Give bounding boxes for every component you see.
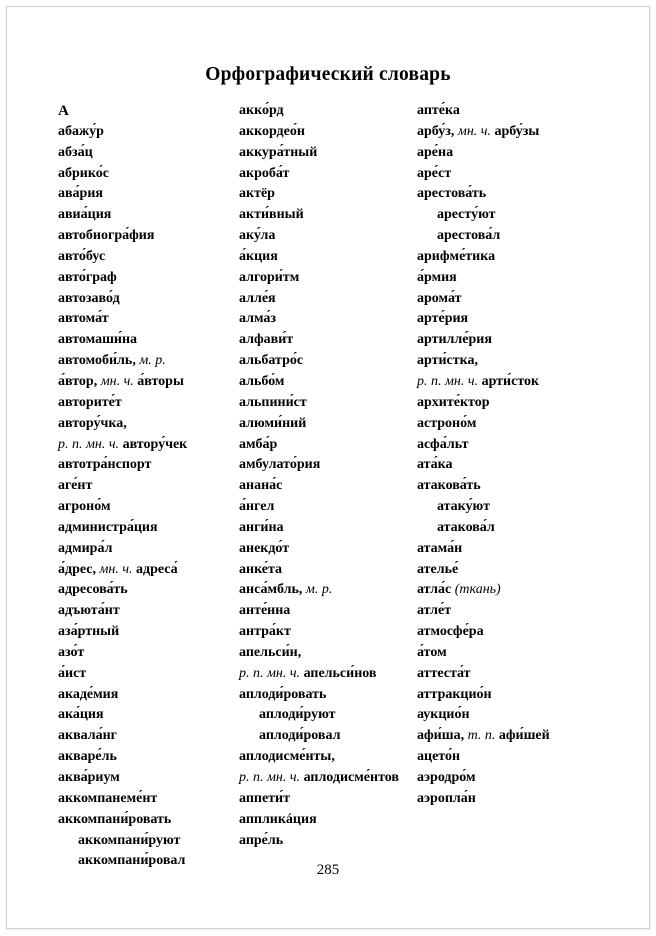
entry-word: арбу́з,: [417, 123, 455, 139]
dictionary-entry: [239, 789, 399, 810]
entry-word: автозаво́д: [58, 290, 120, 306]
dictionary-entry: [417, 705, 550, 726]
entry-word: абза́ц: [58, 144, 93, 160]
dictionary-entry: [239, 643, 399, 664]
dictionary-entry: [58, 205, 187, 226]
entry-word: ацето́н: [417, 749, 461, 765]
entry-word: анке́та: [239, 561, 283, 577]
entry-word: аккура́тный: [239, 144, 318, 160]
entry-word: аккомпани́ровал: [78, 853, 186, 869]
entry-word: аттеста́т: [417, 665, 471, 681]
entry-word: арестова́ть: [417, 186, 487, 202]
dictionary-entry: [239, 685, 399, 706]
dictionary-entry: [417, 205, 550, 226]
entry-word: а́дрес,: [58, 561, 96, 577]
entry-word: ателье́: [417, 561, 459, 577]
dictionary-entry: [239, 601, 399, 622]
entry-word: арте́рия: [417, 311, 469, 327]
entry-grammar-note: р. п. мн. ч.: [239, 770, 301, 785]
entry-word: ава́рия: [58, 186, 103, 202]
dictionary-entry: [58, 622, 187, 643]
dictionary-entry: [417, 372, 550, 393]
dictionary-entry: [239, 518, 399, 539]
dictionary-entry: [417, 435, 550, 456]
dictionary-entry: [239, 205, 399, 226]
entry-word: а́ист: [58, 665, 87, 681]
dictionary-entry: [417, 268, 550, 289]
entry-word: альпини́ст: [239, 394, 307, 410]
entry-word: анте́нна: [239, 603, 291, 619]
entry-word: альбо́м: [239, 373, 285, 389]
entry-word: аку́ла: [239, 228, 276, 244]
dictionary-entry: [417, 539, 550, 560]
entry-word-form: апельси́нов: [300, 665, 377, 681]
dictionary-entry: [417, 247, 550, 268]
entry-word: акко́рд: [239, 103, 284, 118]
dictionary-entry: [417, 101, 550, 122]
dictionary-entry: [239, 476, 399, 497]
entry-word: аэродро́м: [417, 770, 476, 785]
entry-word: адресова́ть: [58, 582, 128, 598]
dictionary-entry: [417, 164, 550, 185]
dictionary-entry: [239, 539, 399, 560]
dictionary-entry: [417, 789, 550, 810]
entry-word: азо́т: [58, 644, 85, 660]
dictionary-entry: [58, 309, 187, 330]
dictionary-entry: [239, 122, 399, 143]
entry-word: анги́на: [239, 519, 284, 535]
dictionary-entry: [58, 747, 187, 768]
dictionary-entry: [58, 768, 187, 789]
dictionary-entry: [417, 518, 550, 539]
dictionary-entry: [58, 330, 187, 351]
dictionary-entry: [239, 143, 399, 164]
dictionary-entry: [58, 705, 187, 726]
entry-word: атама́н: [417, 540, 463, 556]
entry-word: астроно́м: [417, 415, 477, 431]
entry-word-form: автору́чек: [119, 436, 188, 452]
entry-word: аре́ст: [417, 165, 452, 181]
entry-word: асфа́льт: [417, 436, 469, 452]
dictionary-entry: [239, 372, 399, 393]
entry-word: атаку́ют: [437, 499, 490, 515]
entry-word: апте́ка: [417, 103, 460, 118]
entry-word: апре́ль: [239, 832, 284, 848]
entry-word: аппети́т: [239, 790, 290, 806]
dictionary-entry: [417, 476, 550, 497]
entry-word: акаде́мия: [58, 686, 119, 702]
entry-word: алма́з: [239, 311, 277, 327]
dictionary-entry: [58, 476, 187, 497]
entry-word: а́том: [417, 644, 447, 660]
dictionary-entry: [58, 580, 187, 601]
entry-word: аккомпанеме́нт: [58, 790, 158, 806]
dictionary-entry: [417, 560, 550, 581]
dictionary-entry: [417, 184, 550, 205]
entry-word: автору́чка,: [58, 415, 127, 431]
dictionary-entry: [417, 226, 550, 247]
entry-word: алюми́ний: [239, 415, 307, 431]
dictionary-entry: [58, 351, 187, 372]
dictionary-entry: [417, 455, 550, 476]
entry-word: атмосфе́ра: [417, 624, 484, 640]
entry-word: аукцио́н: [417, 707, 470, 723]
dictionary-entry: [417, 351, 550, 372]
dictionary-entry: [239, 268, 399, 289]
dictionary-entry: [58, 497, 187, 518]
entry-word: аплоди́руют: [259, 707, 336, 723]
entry-word: А: [58, 103, 69, 119]
dictionary-entry: [239, 330, 399, 351]
page-number: 285: [316, 862, 340, 878]
dictionary-entry: [58, 289, 187, 310]
entry-word: автома́т: [58, 311, 109, 327]
dictionary-entry: [58, 164, 187, 185]
dictionary-entry: [417, 497, 550, 518]
entry-grammar-note: мн. ч.: [95, 561, 133, 577]
entry-word: арестова́л: [437, 228, 501, 244]
entry-grammar-note: (ткань): [451, 582, 501, 598]
dictionary-column-3: [417, 101, 550, 810]
dictionary-entry: [239, 664, 399, 685]
dictionary-entry: [58, 726, 187, 747]
dictionary-entry: [239, 747, 399, 768]
entry-word: аге́нт: [58, 478, 93, 494]
dictionary-entry: [58, 455, 187, 476]
dictionary-entry: [239, 351, 399, 372]
dictionary-entry: [58, 372, 187, 393]
dictionary-entry: [417, 643, 550, 664]
entry-word: а́втор,: [58, 373, 98, 389]
dictionary-entry: [58, 810, 187, 831]
entry-word: алфави́т: [239, 332, 294, 348]
dictionary-entry: [58, 518, 187, 539]
entry-word: аппликáция: [239, 811, 317, 827]
entry-word: ата́ка: [417, 457, 453, 473]
entry-word: абажу́р: [58, 123, 104, 139]
dictionary-entry: [58, 789, 187, 810]
entry-word-form: адреса́: [132, 561, 178, 577]
dictionary-entry: [239, 435, 399, 456]
entry-word: а́нгел: [239, 499, 275, 515]
dictionary-entry: [58, 268, 187, 289]
dictionary-entry: [58, 539, 187, 560]
dictionary-entry: [239, 226, 399, 247]
entry-word: анекдо́т: [239, 540, 290, 556]
entry-word: авторите́т: [58, 394, 122, 410]
dictionary-entry: [58, 393, 187, 414]
entry-grammar-note: т. п.: [464, 728, 496, 744]
entry-word: архите́ктор: [417, 394, 490, 410]
dictionary-entry: [239, 289, 399, 310]
entry-word: артилле́рия: [417, 332, 492, 348]
dictionary-entry: [417, 330, 550, 351]
entry-word-form: афи́шей: [495, 728, 550, 744]
dictionary-entry: [239, 622, 399, 643]
entry-word: администра́ция: [58, 519, 158, 535]
entry-word: адмира́л: [58, 540, 113, 556]
entry-grammar-note: м. р.: [302, 582, 333, 598]
entry-word: аккомпани́руют: [78, 832, 181, 848]
dictionary-column-2: [239, 101, 399, 851]
dictionary-entry: [239, 455, 399, 476]
dictionary-entry: [58, 664, 187, 685]
entry-word: аккордео́н: [239, 123, 305, 139]
entry-word: акроба́т: [239, 165, 290, 181]
entry-word: аплоди́ровал: [259, 728, 341, 744]
dictionary-entry: [417, 685, 550, 706]
dictionary-entry: [58, 685, 187, 706]
entry-word: алле́я: [239, 290, 276, 306]
dictionary-entry: [239, 831, 399, 852]
dictionary-entry: [417, 122, 550, 143]
entry-word: аквала́нг: [58, 728, 118, 744]
entry-word: аттракцио́н: [417, 686, 492, 702]
dictionary-entry: [239, 726, 399, 747]
dictionary-entry: [417, 414, 550, 435]
dictionary-entry: [417, 747, 550, 768]
entry-word: атакова́л: [437, 519, 495, 535]
dictionary-entry: [239, 101, 399, 122]
entry-word: автомоби́ль,: [58, 353, 136, 369]
entry-grammar-note: м. р.: [135, 353, 166, 369]
dictionary-entry: [58, 560, 187, 581]
entry-word: альбатро́с: [239, 353, 304, 369]
dictionary-entry: [58, 247, 187, 268]
entry-word: анана́с: [239, 478, 283, 494]
entry-word: аэропла́н: [417, 790, 476, 806]
entry-word-form: аплодисме́нтов: [300, 770, 399, 785]
entry-word: атакова́ть: [417, 478, 481, 494]
page-title: Орфографический словарь: [205, 64, 451, 85]
entry-word: амбулато́рия: [239, 457, 321, 473]
entry-word: аплодисме́нты,: [239, 749, 335, 765]
entry-word: атла́с: [417, 582, 452, 598]
dictionary-entry: [417, 622, 550, 643]
entry-word: аре́на: [417, 144, 454, 160]
dictionary-entry: [417, 768, 550, 789]
entry-word: апельси́н,: [239, 644, 302, 660]
dictionary-entry: [58, 831, 187, 852]
dictionary-entry: [239, 768, 399, 789]
dictionary-entry: [239, 393, 399, 414]
entry-word: акти́вный: [239, 207, 304, 223]
dictionary-entry: [417, 393, 550, 414]
dictionary-column-1: [58, 101, 187, 872]
entry-word: абрико́с: [58, 165, 109, 181]
entry-word: аплоди́ровать: [239, 686, 327, 702]
dictionary-entry: [417, 143, 550, 164]
entry-word: автобиогра́фия: [58, 228, 155, 244]
dictionary-entry: [417, 664, 550, 685]
dictionary-entry: [58, 601, 187, 622]
entry-grammar-note: мн. ч.: [97, 373, 134, 389]
entry-word-form: арти́сток: [478, 373, 540, 389]
entry-grammar-note: р. п. мн. ч.: [58, 436, 120, 452]
dictionary-entry: [239, 309, 399, 330]
dictionary-entry: [239, 705, 399, 726]
entry-grammar-note: мн. ч.: [454, 123, 491, 139]
dictionary-entry: [417, 289, 550, 310]
dictionary-entry: [58, 184, 187, 205]
entry-grammar-note: р. п. мн. ч.: [417, 373, 479, 389]
entry-word: арти́стка,: [417, 353, 478, 369]
dictionary-entry: [239, 497, 399, 518]
dictionary-entry: [239, 810, 399, 831]
entry-grammar-note: р. п. мн. ч.: [239, 665, 301, 681]
entry-word: адъюта́нт: [58, 603, 120, 619]
dictionary-entry: [417, 580, 550, 601]
entry-word: автомаши́на: [58, 332, 138, 348]
entry-word: авто́бус: [58, 248, 106, 264]
dictionary-entry: [239, 247, 399, 268]
entry-word: агроно́м: [58, 499, 111, 515]
entry-word: алгори́тм: [239, 269, 300, 285]
dictionary-entry: [239, 560, 399, 581]
dictionary-entry: [239, 414, 399, 435]
dictionary-entry: [417, 309, 550, 330]
entry-word: авиа́ция: [58, 207, 112, 223]
dictionary-entry: [58, 143, 187, 164]
dictionary-entry: [58, 414, 187, 435]
entry-word: а́рмия: [417, 269, 457, 285]
dictionary-entry: [58, 435, 187, 456]
entry-word: амба́р: [239, 436, 278, 452]
entry-word: а́кция: [239, 248, 278, 264]
entry-word: арифме́тика: [417, 248, 496, 264]
entry-word: авто́граф: [58, 269, 117, 285]
entry-word: афи́ша,: [417, 728, 465, 744]
entry-word: антра́кт: [239, 624, 291, 640]
entry-word: анса́мбль,: [239, 582, 303, 598]
entry-word: автотра́нспорт: [58, 457, 152, 473]
entry-word-form: а́вторы: [133, 373, 184, 389]
entry-word: актёр: [239, 186, 275, 202]
entry-word: аресту́ют: [437, 207, 496, 223]
entry-word: аккомпани́ровать: [58, 811, 172, 827]
dictionary-entry: [239, 164, 399, 185]
entry-word: акваре́ль: [58, 749, 117, 765]
dictionary-entry: [58, 643, 187, 664]
section-letter: [58, 101, 187, 122]
entry-word-form: арбу́зы: [490, 123, 540, 139]
dictionary-entry: [239, 580, 399, 601]
dictionary-entry: [239, 184, 399, 205]
dictionary-entry: [58, 226, 187, 247]
dictionary-entry: [58, 122, 187, 143]
entry-word: арома́т: [417, 290, 462, 306]
dictionary-entry: [417, 726, 550, 747]
entry-word: аква́риум: [58, 770, 120, 785]
entry-word: аза́ртный: [58, 624, 120, 640]
entry-word: атле́т: [417, 603, 452, 619]
entry-word: ака́ция: [58, 707, 104, 723]
dictionary-entry: [417, 601, 550, 622]
